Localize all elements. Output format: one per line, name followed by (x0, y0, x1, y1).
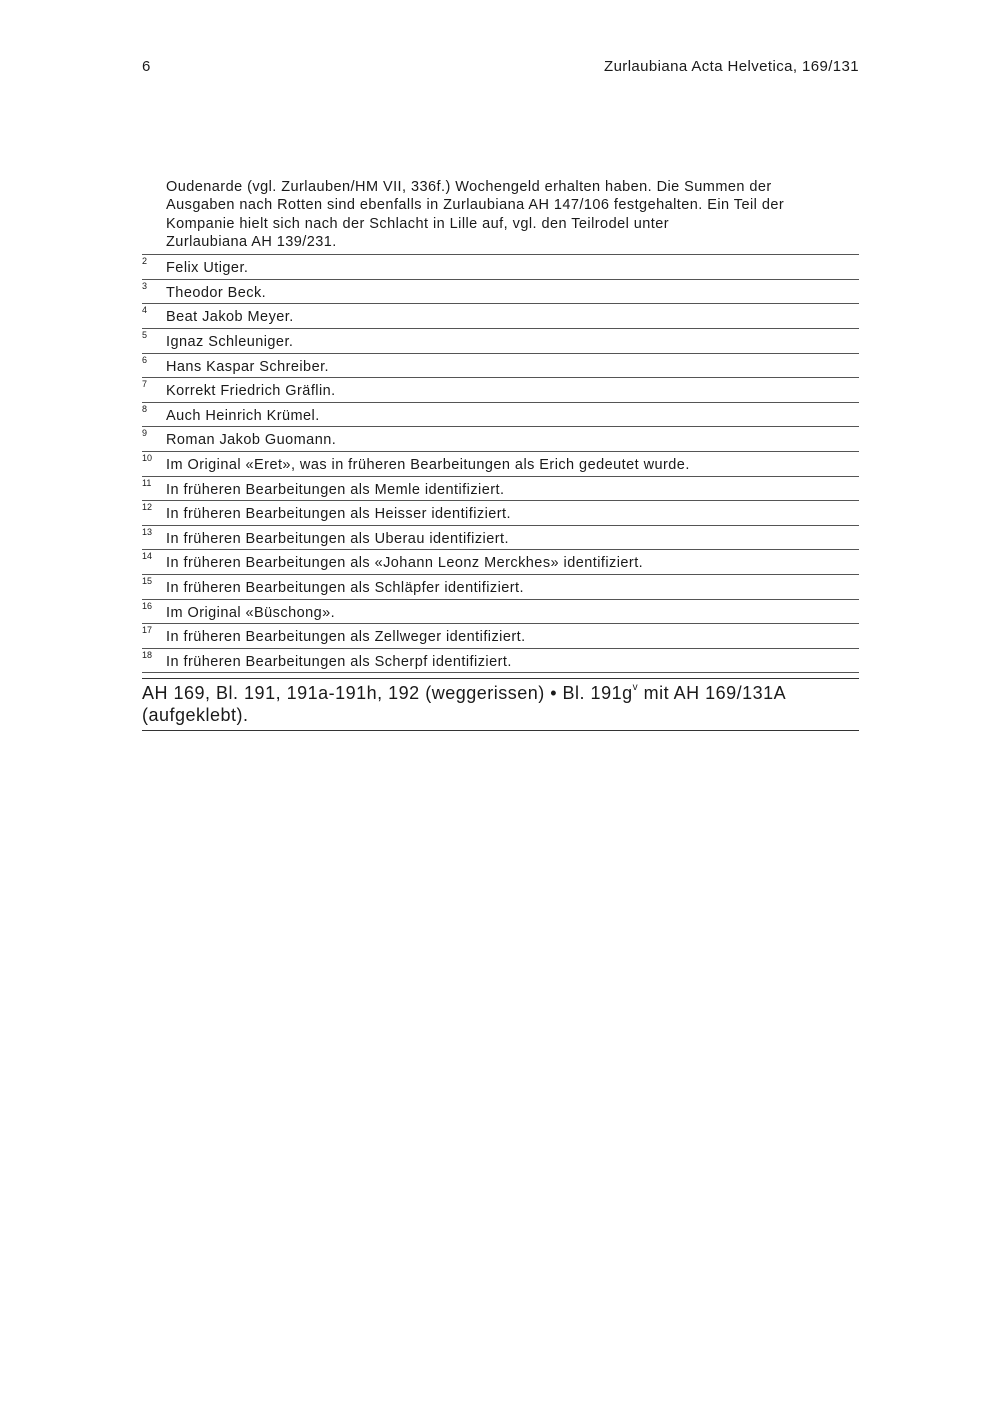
footnote (142, 526, 859, 551)
footnote (142, 280, 859, 305)
footnote-continued (142, 178, 859, 255)
page-header (142, 58, 859, 80)
footnote-text: In früheren Bearbeitungen als Heisser identifiziert. (166, 506, 511, 523)
footnote-number: 18 (142, 649, 153, 660)
source-superscript: v (632, 682, 639, 693)
footnote-text: Im Original «Eret», was in früheren Bearbeitungen als Erich gedeutet wurde. (166, 456, 690, 473)
footnote (142, 600, 859, 625)
footnote (142, 329, 859, 354)
footnote-text: Auch Heinrich Krümel. (166, 407, 320, 424)
footnote-number: 8 (142, 403, 148, 414)
footnote-text: In früheren Bearbeitungen als Uberau identifiziert. (166, 530, 509, 547)
footnote-number: 2 (142, 256, 148, 267)
footnote-number: 12 (142, 502, 153, 513)
footnote-text: Roman Jakob Guomann. (166, 432, 337, 449)
footnote (142, 575, 859, 600)
footnote-number: 3 (142, 280, 148, 291)
footnote-text: Hans Kaspar Schreiber. (166, 358, 330, 375)
footnote-number: 4 (142, 305, 148, 316)
footnote (142, 378, 859, 403)
footnote-text: In früheren Bearbeitungen als Schläpfer identifiziert. (166, 579, 524, 596)
footnote-number: 7 (142, 379, 148, 390)
footnote (142, 649, 859, 674)
running-title: Zurlaubiana Acta Helvetica, 169/131 (604, 58, 859, 75)
footnote (142, 354, 859, 379)
footnote-continued-line: Oudenarde (vgl. Zurlauben/HM VII, 336f.) Wochengeld erhalten haben. Die Summen der (166, 179, 772, 195)
footnote-number: 15 (142, 575, 153, 586)
footnote (142, 477, 859, 502)
footnote-text: In früheren Bearbeitungen als «Johann Leonz Merckhes» identifiziert. (166, 555, 644, 572)
footnote-number: 11 (142, 477, 152, 488)
footnote-number: 17 (142, 625, 153, 636)
footnote-text: Beat Jakob Meyer. (166, 309, 294, 326)
footnote-number: 14 (142, 551, 153, 562)
footnote (142, 501, 859, 526)
footnote-number: 16 (142, 600, 153, 611)
footnote (142, 427, 859, 452)
footnote-text: In früheren Bearbeitungen als Zellweger identifiziert. (166, 629, 526, 646)
footnote-text: Theodor Beck. (166, 284, 267, 301)
footnote-number: 5 (142, 329, 148, 340)
footnote-continued-line: Ausgaben nach Rotten sind ebenfalls in Zurlaubiana AH 147/106 festgehalten. Ein Teil der (166, 197, 785, 214)
footnote-number: 9 (142, 428, 148, 439)
footnote-text: Korrekt Friedrich Gräflin. (166, 383, 336, 400)
footnote (142, 550, 859, 575)
footnote-number: 13 (142, 526, 153, 537)
footnote-list (142, 255, 859, 673)
footnote-number: 6 (142, 354, 148, 365)
source-reference-text: AH 169, Bl. 191, 191a-191h, 192 (weggerissen) • Bl. 191g (142, 683, 633, 703)
footnote-continued-line: Kompanie hielt sich nach der Schlacht in Lille auf, vgl. den Teilrodel unter (166, 215, 670, 232)
footnote-number: 10 (142, 452, 153, 463)
footnote (142, 624, 859, 649)
footnote (142, 452, 859, 477)
footnote-text: Im Original «Büschong». (166, 604, 336, 621)
footnote (142, 255, 859, 280)
footnote-text: In früheren Bearbeitungen als Scherpf identifiziert. (166, 653, 512, 670)
footnote-continued-line: Zurlaubiana AH 139/231. (166, 233, 337, 250)
source-reference (142, 678, 859, 731)
footnotes (142, 178, 859, 673)
footnote-text: In früheren Bearbeitungen als Memle identifiziert. (166, 481, 505, 498)
footnote-text: Ignaz Schleuniger. (166, 333, 294, 350)
footnote-text: Felix Utiger. (166, 260, 249, 277)
page-number: 6 (142, 58, 151, 75)
source-reference-text-end: mit AH 169/131A (aufgeklebt). (142, 683, 786, 725)
footnote (142, 304, 859, 329)
footnote (142, 403, 859, 428)
